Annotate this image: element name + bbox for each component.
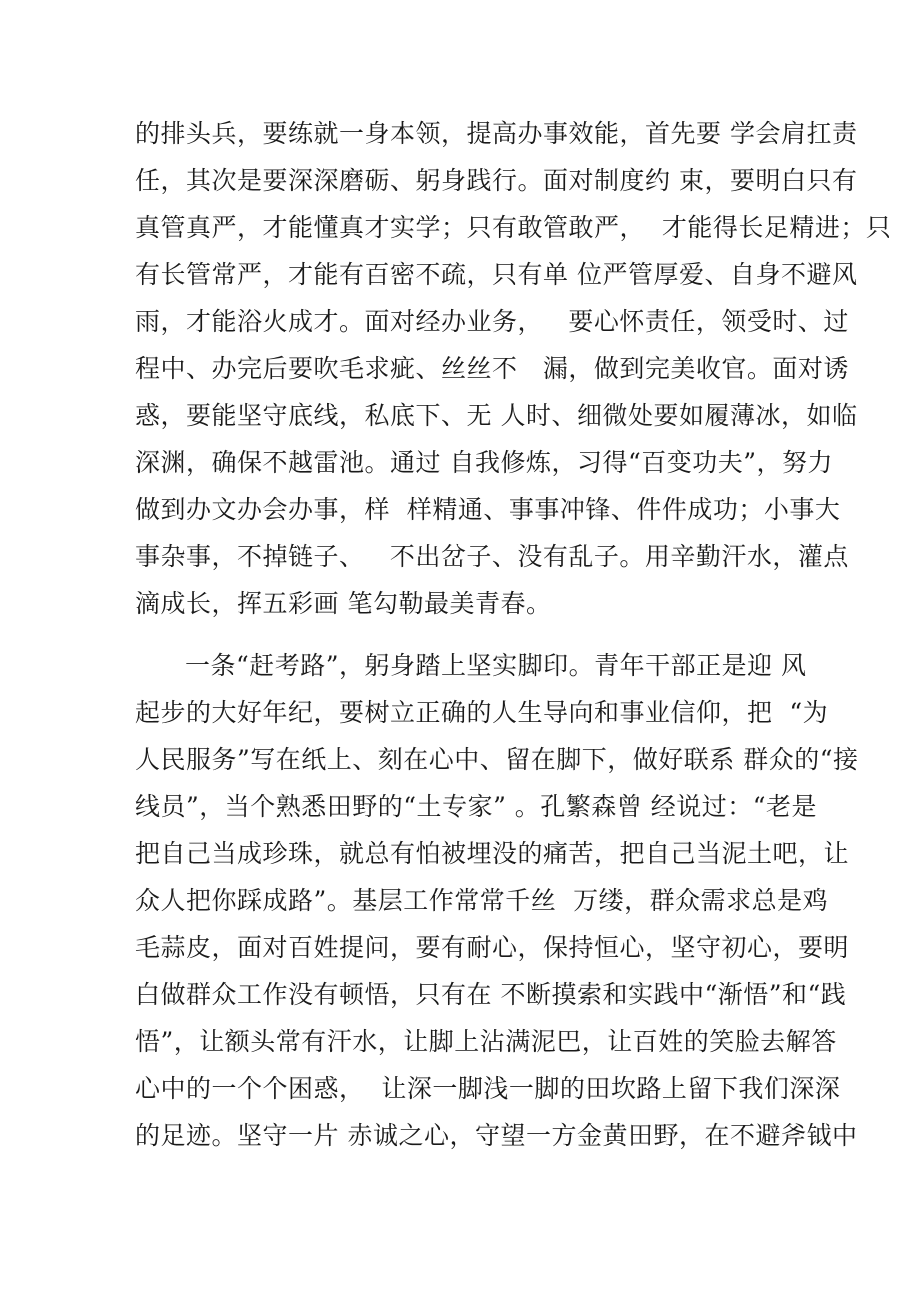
text-line: 毛蒜皮，面对百姓提问，要有耐心，保持恒心，坚守初心，要明 bbox=[135, 933, 850, 962]
text-line: 惑，要能坚守底线，私底下、无 人时、细微处要如履薄冰，如临 bbox=[135, 401, 858, 430]
text-line: 一条“赶考路”，躬身踏上坚实脚印。青年干部正是迎 风 bbox=[185, 651, 807, 680]
text-line: 任，其次是要深深磨砺、躬身践行。面对制度约 束，要明白只有 bbox=[135, 166, 858, 195]
text-line: 事杂事，不掉链子、 不出岔子、没有乱子。用辛勤汗水，灌点 bbox=[135, 542, 849, 571]
text-line: 深渊，确保不越雷池。通过 自我修炼，习得“百变功夫”，努力 bbox=[135, 448, 834, 477]
text-line: 把自己当成珍珠，就总有怕被埋没的痛苦，把自己当泥土吧，让 bbox=[135, 839, 850, 868]
text-line: 的排头兵，要练就一身本领，提高办事效能，首先要 学会肩扛责 bbox=[135, 119, 858, 148]
text-line: 起步的大好年纪，要树立正确的人生导向和事业信仰，把 “为 bbox=[135, 698, 829, 727]
text-line: 的足迹。坚守一片 赤诚之心，守望一方金黄田野，在不避斧钺中 bbox=[135, 1121, 858, 1150]
text-line: 滴成长，挥五彩画 笔勾勒最美青春。 bbox=[135, 589, 552, 618]
text-line: 有长管常严，才能有百密不疏，只有单 位严管厚爱、自身不避风 bbox=[135, 260, 858, 289]
text-line: 悟”，让额头常有汗水，让脚上沾满泥巴，让百姓的笑脸去解答 bbox=[135, 1027, 837, 1056]
text-line: 众人把你踩成路”。基层工作常常千丝 万缕，群众需求总是鸡 bbox=[135, 886, 829, 915]
text-line: 线员”，当个熟悉田野的“土专家” 。孔繁森曾 经说过：“老是 bbox=[135, 792, 818, 821]
text-line: 雨，才能浴火成才。面对经办业务， 要心怀责任，领受时、过 bbox=[135, 307, 849, 336]
text-line: 白做群众工作没有顿悟，只有在 不断摸索和实践中“渐悟”和“践 bbox=[135, 980, 847, 1009]
text-line: 做到办文办会办事，样 样精通、事事冲锋、件件成功；小事大 bbox=[135, 495, 841, 524]
text-line: 人民服务”写在纸上、刻在心中、留在脚下，做好联系 群众的“接 bbox=[135, 745, 859, 774]
text-line: 真管真严，才能懂真才实学；只有敢管敢严， 才能得长足精进；只 bbox=[135, 213, 892, 242]
text-line: 程中、办完后要吹毛求疵、丝丝不 漏，做到完美收官。面对诱 bbox=[135, 354, 849, 383]
text-line: 心中的一个个困惑， 让深一脚浅一脚的田坎路上留下我们深深 bbox=[135, 1074, 841, 1103]
